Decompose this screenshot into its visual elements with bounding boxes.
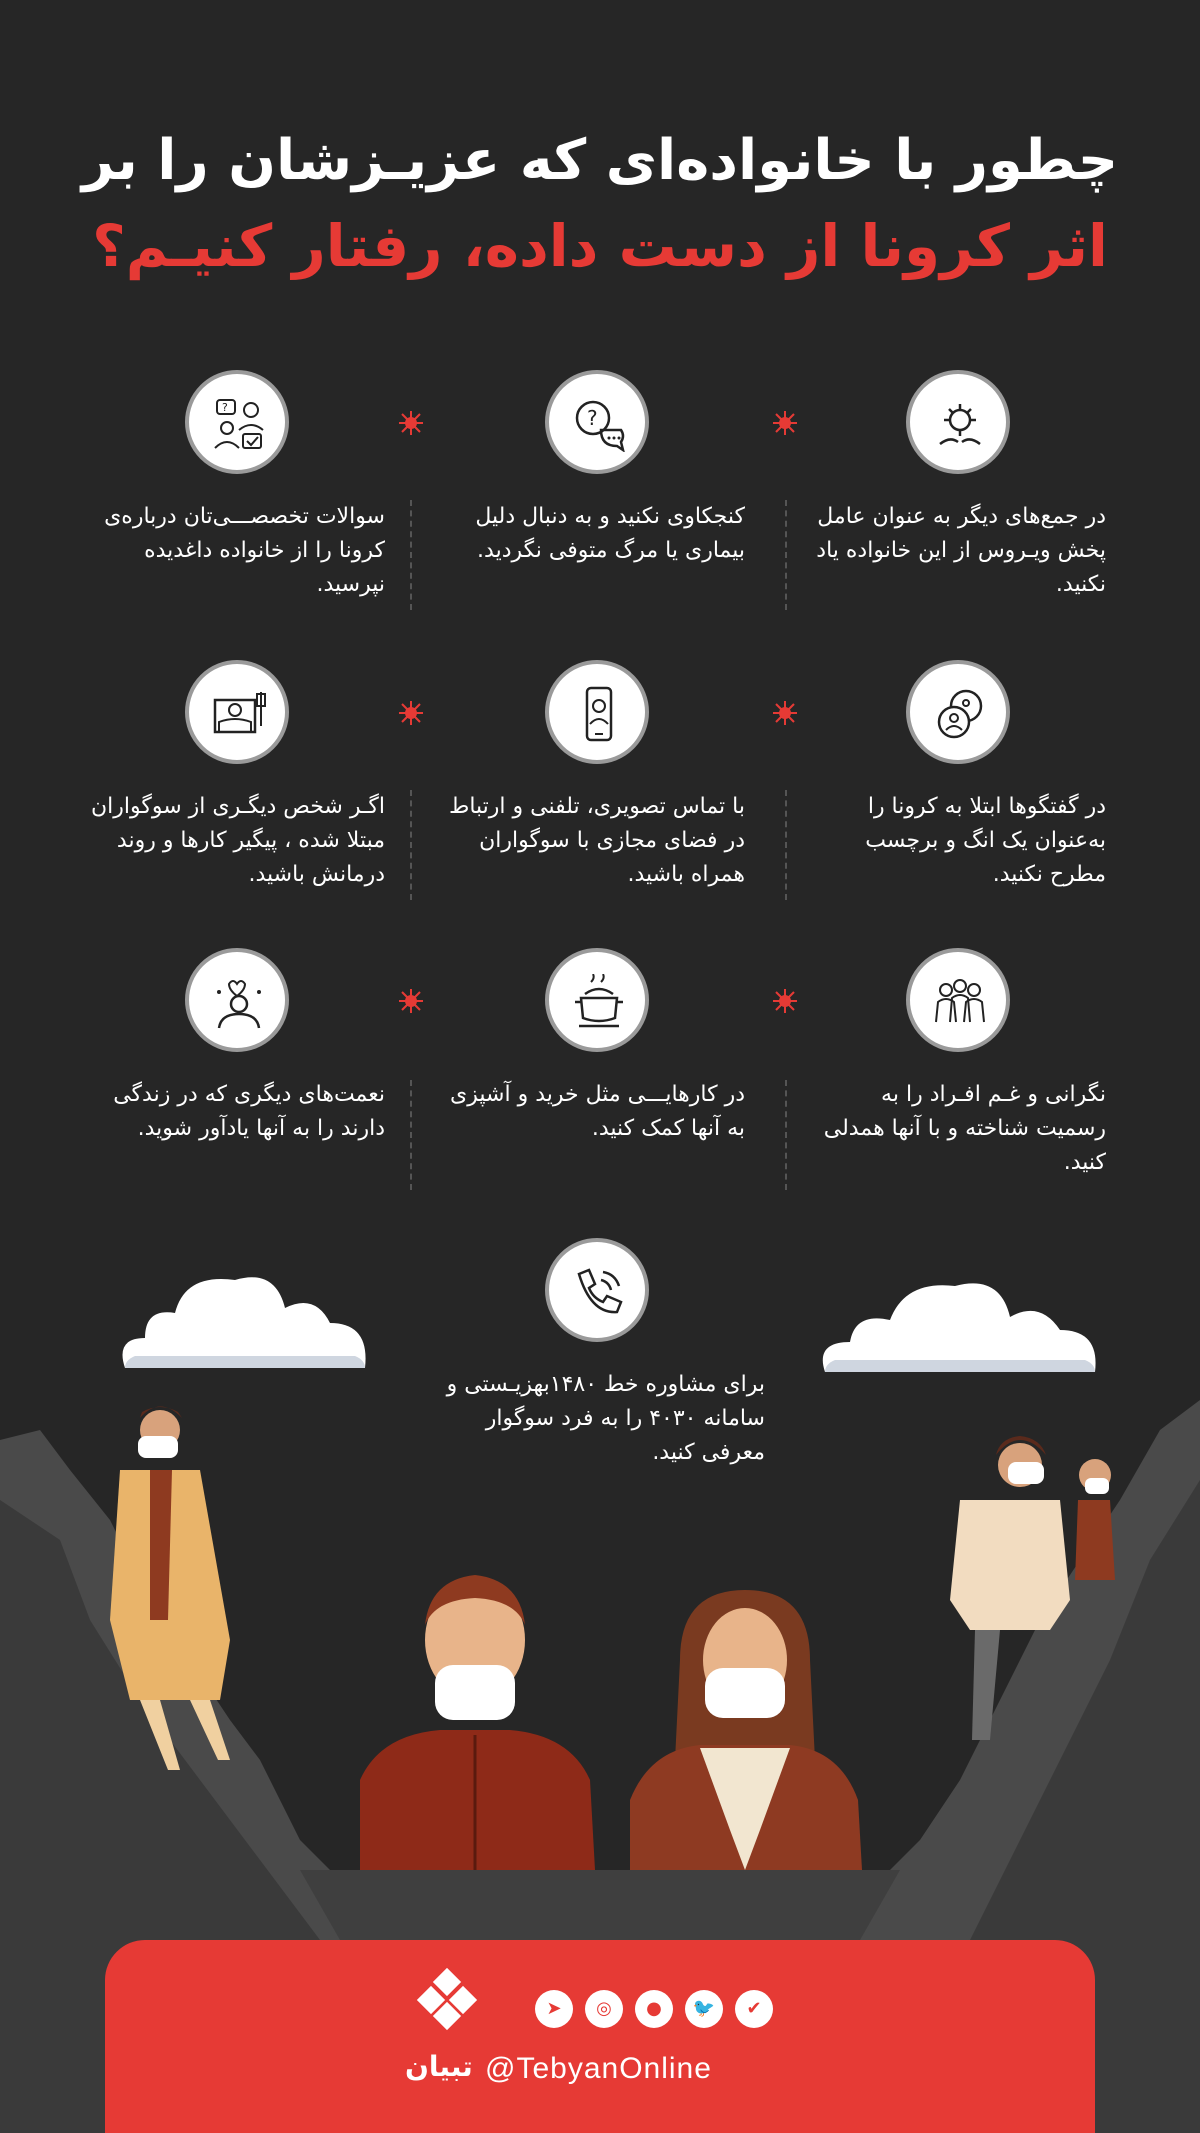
aparat-icon[interactable]: ●: [635, 1990, 673, 2028]
svg-text:?: ?: [587, 406, 598, 430]
divider: [410, 500, 412, 610]
svg-text:?: ?: [222, 401, 228, 414]
virus-icon: [398, 988, 424, 1014]
virus-hands-icon: [906, 370, 1010, 474]
video-call-icon: [545, 660, 649, 764]
tip-text: نعمت‌های دیگری که در زندگی دارند را به آنها یادآور شوید.: [113, 1082, 385, 1141]
tip-text: نگرانی و غـم افـراد را به رسمیت شناخته و با آنها همدلی کنید.: [823, 1082, 1106, 1175]
person-center-left-figure: [360, 1575, 595, 1870]
social-handle[interactable]: @TebyanOnline: [485, 2052, 712, 2085]
twitter-icon[interactable]: 🐦: [685, 1990, 723, 2028]
divider: [410, 1080, 412, 1190]
divider: [410, 790, 412, 900]
divider: [785, 500, 787, 610]
title-line-1: چطور با خانواده‌ای که عزیـزشان را بر: [81, 128, 1119, 193]
virus-icon: [398, 700, 424, 726]
person-center-right-figure: [630, 1590, 862, 1870]
divider: [785, 790, 787, 900]
phone-call-icon: [545, 1238, 649, 1342]
tip-text: در گفتگوها ابتلا به کرونا را به‌عنوان یک انگ و برچسب مطرح نکنید.: [865, 794, 1106, 887]
virus-icon: [398, 410, 424, 436]
stickers-icon: [906, 660, 1010, 764]
virus-icon: [772, 410, 798, 436]
tip-text: برای مشاوره خط ۱۴۸۰بهزیـستی و سامانه ۴۰۳۰ را به فرد سوگوار معرفی کنید.: [446, 1372, 765, 1465]
patient-bed-icon: [185, 660, 289, 764]
telegram-icon[interactable]: ➤: [535, 1990, 573, 2028]
footer-bar: [105, 1940, 1095, 2133]
tip-text: سوالات تخصصـــی‌تان درباره‌ی کرونا را از خانواده داغدیده نپرسید.: [104, 504, 385, 597]
title-line-2: اثر کرونا از دست داده، رفتار کنیـم؟: [92, 212, 1108, 280]
tip-text: در جمع‌های دیگر به عنوان عامل پخش ویـروس از این خانواده یاد نکنید.: [816, 504, 1106, 597]
divider: [785, 1080, 787, 1190]
tip-text: کنجکاوی نکنید و به دنبال دلیل بیماری یا مرگ متوفی نگردید.: [475, 504, 745, 563]
grateful-person-icon: [185, 948, 289, 1052]
tip-text: در کارهایـــی مثل خرید و آشپزی به آنها کمک کنید.: [450, 1082, 745, 1141]
tip-text: اگـر شخص دیگـری از سوگواران مبتلا شده ، پیگیر کارها و روند درمانش باشید.: [91, 794, 385, 887]
checkmark-icon[interactable]: ✔: [735, 1990, 773, 2028]
virus-icon: [772, 700, 798, 726]
brand-name: تبیان: [405, 2050, 473, 2083]
cloud-left: [115, 1268, 375, 1378]
instagram-icon[interactable]: ◎: [585, 1990, 623, 2028]
cooking-pot-icon: [545, 948, 649, 1052]
tebyan-logo: [415, 1968, 479, 2032]
doctor-consult-icon: [185, 370, 289, 474]
question-chat-icon: [545, 370, 649, 474]
cloud-right: [815, 1272, 1105, 1382]
tip-text: با تماس تصویری، تلفنی و ارتباط در فضای مجازی با سوگواران همراه باشید.: [448, 794, 745, 887]
people-group-icon: [906, 948, 1010, 1052]
virus-icon: [772, 988, 798, 1014]
